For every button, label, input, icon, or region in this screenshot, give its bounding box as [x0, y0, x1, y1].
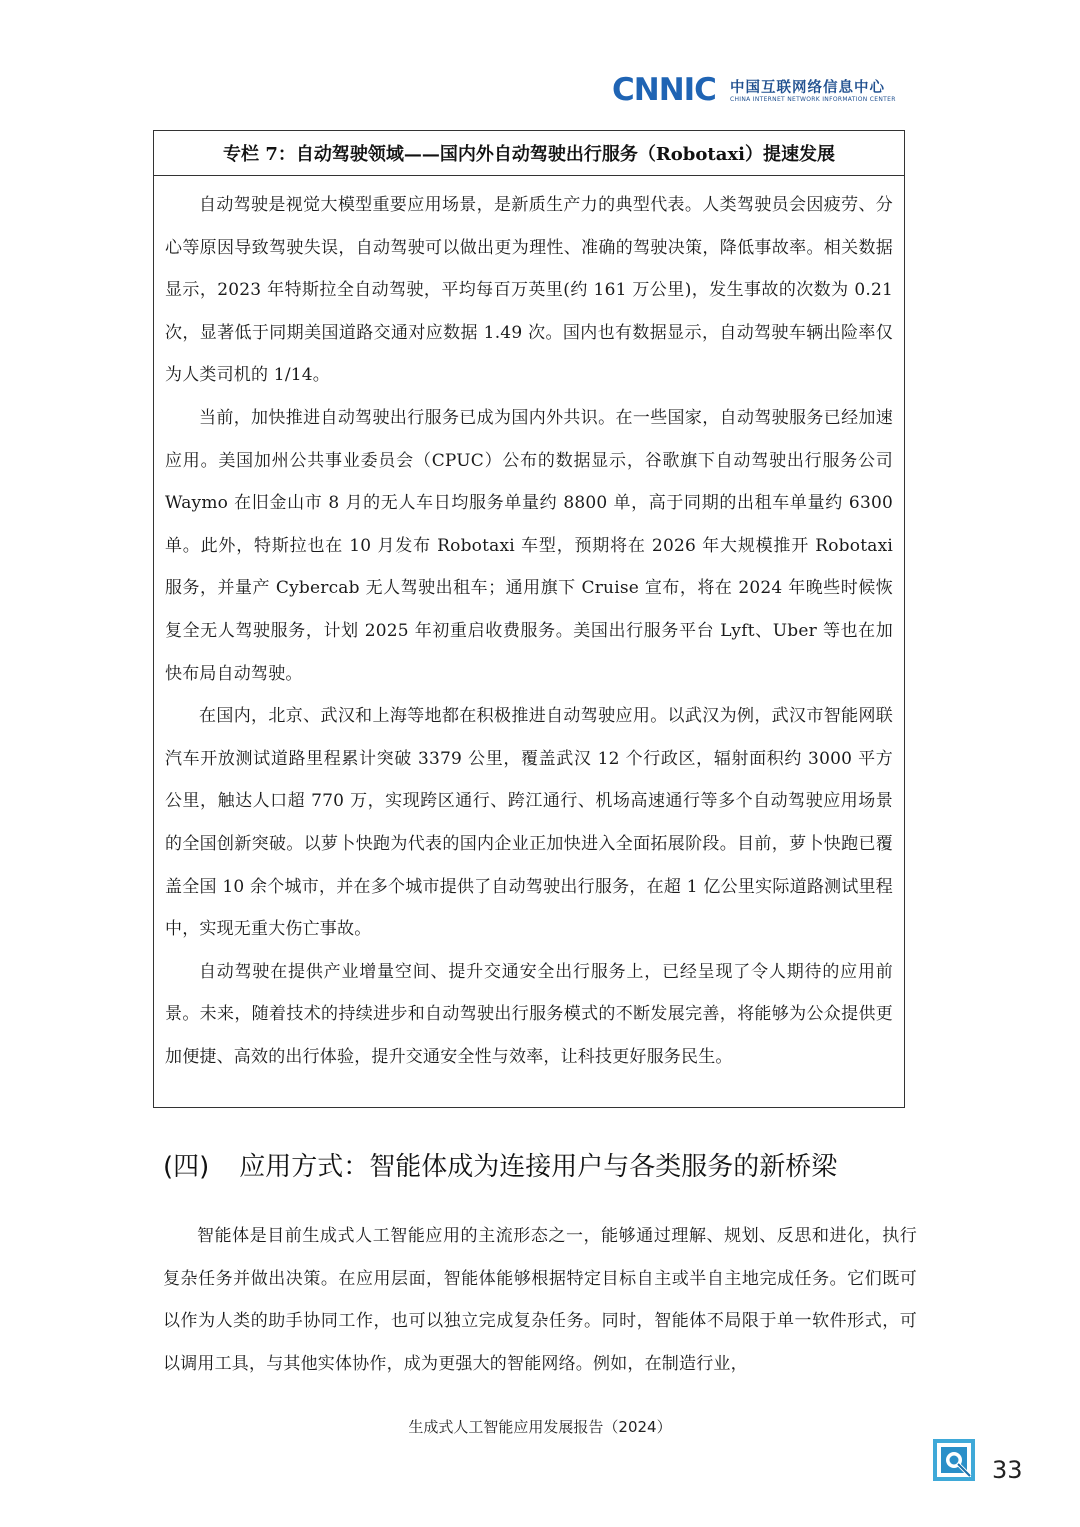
box-title: 专栏 7：自动驾驶领域——国内外自动驾驶出行服务（Robotaxi）提速发展	[154, 131, 904, 176]
logo-wordmark: CNNIC	[612, 72, 716, 108]
logo-english-name: CHINA INTERNET NETWORK INFORMATION CENTER	[730, 96, 896, 103]
body-paragraph: 智能体是目前生成式人工智能应用的主流形态之一，能够通过理解、规划、反思和进化，执行复杂任务并做出决策。在应用层面，智能体能够根据特定目标自主或半自主地完成任务。它们既可以作为人类的助手协同工作，也可以独立完成复杂任务。同时，智能体不局限于单一软件形式，可以调用工具，与其他实体协作，成为更强大的智能网络。例如，在制造行业，	[163, 1226, 917, 1374]
section-title: 应用方式：智能体成为连接用户与各类服务的新桥梁	[239, 1152, 838, 1182]
section-heading	[163, 1146, 837, 1183]
cnnic-logo	[612, 74, 922, 108]
section-number: (四)	[163, 1152, 210, 1182]
box-paragraph: 自动驾驶是视觉大模型重要应用场景，是新质生产力的典型代表。人类驾驶员会因疲劳、分心等原因导致驾驶失误，自动驾驶可以做出更为理性、准确的驾驶决策，降低事故率。相关数据显示，2023 年特斯拉全自动驾驶，平均每百万英里(约 161 万公里)，发生事故的次数为 0.21 次，显著低于同期美国道路交通对应数据 1.49 次。国内也有数据显示，自动驾驶车辆出险率仅为人类司机的 1/14。	[165, 195, 893, 386]
box-body	[154, 176, 904, 1078]
cnnic-emblem-icon	[932, 1438, 976, 1482]
footer-report-title: 生成式人工智能应用发展报告（2024）	[408, 1418, 672, 1436]
box-paragraph: 在国内，北京、武汉和上海等地都在积极推进自动驾驶应用。以武汉为例，武汉市智能网联汽车开放测试道路里程累计突破 3379 公里，覆盖武汉 12 个行政区，辐射面积约 3000 平方公里，触达人口超 770 万，实现跨区通行、跨江通行、机场高速通行等多个自动驾驶应用场景的全国创新突破。以萝卜快跑为代表的国内企业正加快进入全面拓展阶段。目前，萝卜快跑已覆盖全国 10 余个城市，并在多个城市提供了自动驾驶出行服务，在超 1 亿公里实际道路测试里程中，实现无重大伤亡事故。	[165, 706, 893, 940]
sidebar-box	[153, 130, 905, 1108]
logo-chinese-name: 中国互联网络信息中心	[730, 79, 885, 96]
page-number: 33	[992, 1456, 1023, 1484]
box-paragraph: 自动驾驶在提供产业增量空间、提升交通安全出行服务上，已经呈现了令人期待的应用前景。未来，随着技术的持续进步和自动驾驶出行服务模式的不断发展完善，将能够为公众提供更加便捷、高效的出行体验，提升交通安全性与效率，让科技更好服务民生。	[165, 961, 893, 1067]
box-paragraph: 当前，加快推进自动驾驶出行服务已成为国内外共识。在一些国家，自动驾驶服务已经加速应用。美国加州公共事业委员会（CPUC）公布的数据显示，谷歌旗下自动驾驶出行服务公司 Waymo 在旧金山市 8 月的无人车日均服务单量约 8800 单，高于同期的出租车单量约 6300 单。此外，特斯拉也在 10 月发布 Robotaxi 车型，预期将在 2026 年大规模推开 Robotaxi 服务，并量产 Cybercab 无人驾驶出租车；通用旗下 Cruise 宣布，将在 2024 年晚些时候恢复全无人驾驶服务，计划 2025 年初重启收费服务。美国出行服务平台 Lyft、Uber 等也在加快布局自动驾驶。	[165, 407, 893, 684]
